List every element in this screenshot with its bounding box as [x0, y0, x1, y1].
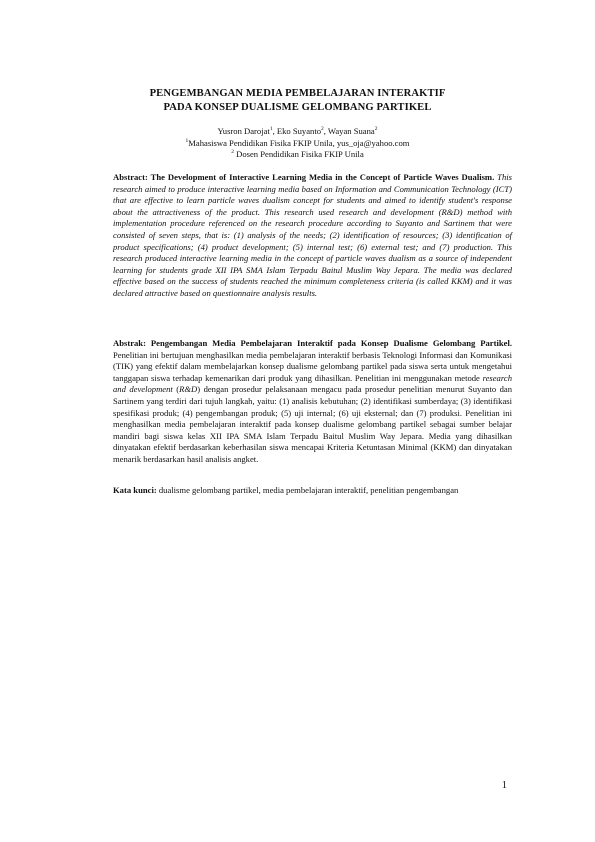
- paper-title: [60, 87, 535, 114]
- abstract-indonesian-body-a: Penelitian ini bertujuan menghasilkan media pembelajaran interaktif berbasis Teknologi Informasi dan Komunikasi (TIK) yang efektif dalam membelajarkan konsep dualisme gelombang partikel pada siswa serta untuk mengetahui tanggapan siswa terhadap kemenarikan dari produk yang dihasilkan. Penelitian ini menggunakan metode: [113, 349, 512, 383]
- affiliation-2-text: Dosen Pendidikan Fisika FKIP Unila: [236, 149, 364, 160]
- author-block: [60, 126, 535, 161]
- abstract-indonesian: [113, 338, 512, 466]
- affiliation-1-text: Mahasiswa Pendidikan Fisika FKIP Unila, yus_oja@yahoo.com: [188, 137, 410, 148]
- author-name-1: Yusron Darojat: [217, 126, 270, 136]
- keywords-text: dualisme gelombang partikel, media pembelajaran interaktif, penelitian pengembangan: [156, 485, 459, 495]
- title-line-1: PENGEMBANGAN MEDIA PEMBELAJARAN INTERAKTIF: [149, 88, 446, 99]
- author-names: [60, 126, 535, 138]
- title-line-2: PADA KONSEP DUALISME GELOMBANG PARTIKEL: [163, 101, 432, 113]
- abstract-english-body: This research aimed to produce interactive learning media based on Information and Communication Technology (ICT) that are effective to learn particle waves dualism concept for students and aimed to identify student's response about the attractiveness of the product. This research used research and development (R&D) method with implementation procedure referenced on the research procedure according to Suyanto and Sartinem that were consisted of seven steps, that is: (1) analysis of the needs; (2) identification of resources; (3) identification of product specifications; (4) product development; (5) internal test; (6) external test; and (7) production. This research produced interactive learning media in the concept of particle waves dualism as a source of independent learning for students grade XII IPA SMA Islam Terpadu Baitul Muslim Way Jepara. The media was declared effective based on the success of students reached the minimum completeness criteria (is called KKM) and it was declared attractive based on questionnaire analysis results.: [113, 172, 512, 298]
- author-name-3: , Wayan Suana: [323, 126, 375, 136]
- author-sup-3: 2: [374, 126, 378, 133]
- keywords: [113, 485, 512, 497]
- abstract-indonesian-body-c: ) dengan prosedur pelaksanaan mengacu pada prosedur penelitian menurut Suyanto dan Sartinem yang terdiri dari tujuh langkah, yaitu: (1) analisis kebutuhan; (2) identifikasi sumberdaya; (3) identifikasi spesifikasi produk; (4) pengembangan produk; (5) uji internal; (6) uji eksternal; dan (7) produksi. Penelitian ini menghasilkan media pembelajaran interaktif pada konsep dualisme gelombang partikel sebagai sumber belajar mandiri bagi siswa kelas XII IPA SMA Islam Terpadu Baitul Muslim Way Jepara. Media yang dihasilkan dinyatakan efektif berdasarkan keberhasilan siswa mencapai Kriteria Ketuntasan Minimal (KKM) dan dinyatakan menarik berdasarkan hasil analisis angket.: [113, 384, 512, 464]
- affiliation-1: [60, 138, 535, 150]
- abstract-indonesian-italic-2: R&D: [179, 384, 198, 395]
- author-sup-2: 2: [321, 126, 324, 133]
- affiliation-2-sup: 2: [231, 149, 234, 156]
- abstract-indonesian-label: Abstrak: Pengembangan Media Pembelajaran Interaktif pada Konsep Dualisme Gelombang Partikel.: [113, 338, 512, 348]
- abstract-english: [113, 172, 512, 300]
- author-sup-1: 1: [269, 126, 273, 133]
- abstract-indonesian-body-b: (: [172, 384, 180, 395]
- abstract-english-label: Abstract: The Development of Interactive Learning Media in the Concept of Particle Waves Dualism.: [113, 172, 495, 182]
- affiliation-1-sup: 1: [185, 137, 189, 144]
- affiliation-2: [60, 149, 535, 161]
- page-number: 1: [501, 780, 507, 791]
- author-name-2: , Eko Suyanto: [272, 126, 322, 136]
- abstract-indonesian-italic-1: research and development: [113, 372, 512, 395]
- keywords-label: Kata kunci:: [113, 485, 157, 495]
